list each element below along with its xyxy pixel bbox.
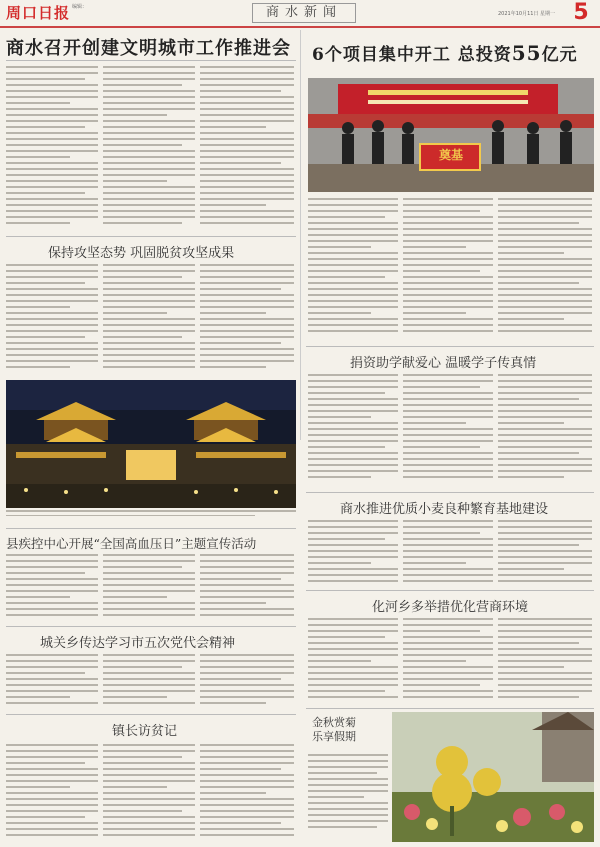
headline-donation: 捐资助学献爱心 温暖学子传真情	[350, 356, 537, 371]
issue-date: 2021年10月11日 星期一	[498, 11, 556, 17]
groundbreaking-stone-label: 奠基	[438, 148, 463, 162]
article-body	[103, 744, 195, 844]
article-body	[200, 654, 294, 710]
night-scene-photo	[6, 380, 296, 508]
divider	[6, 528, 296, 529]
article-body	[498, 374, 592, 484]
divider	[6, 714, 296, 715]
article-body	[403, 520, 493, 586]
photo-caption	[6, 510, 296, 524]
headline-party-congress: 城关乡传达学习市五次党代会精神	[40, 636, 236, 651]
article-body	[403, 618, 493, 702]
article-body	[308, 374, 398, 484]
headline-six-projects-num: 55	[511, 41, 542, 65]
headline-poverty-alleviation: 保持攻坚态势 巩固脱贫攻坚成果	[48, 246, 235, 261]
article-body	[200, 66, 294, 230]
groundbreaking-photo	[308, 78, 594, 192]
headline-wheat-breeding: 商水推进优质小麦良种繁育基地建设	[340, 502, 549, 517]
headline-six-projects-post: 亿元	[541, 45, 578, 65]
article-body	[403, 198, 493, 340]
article-body	[498, 520, 592, 586]
headline-civilized-city: 商水召开创建文明城市工作推进会	[6, 38, 291, 59]
divider	[6, 236, 296, 237]
headline-six-projects-pre: 6个项目集中开工 总投资	[312, 45, 512, 65]
divider	[6, 60, 296, 61]
masthead-rule	[0, 26, 600, 28]
divider	[306, 708, 594, 709]
article-body	[6, 264, 98, 374]
column-divider	[300, 30, 301, 440]
chrysanthemum-photo	[392, 712, 594, 842]
article-body	[103, 554, 195, 622]
article-body	[103, 264, 195, 374]
headline-hypertension-day: 县疾控中心开展“全国高血压日”主题宣传活动	[6, 536, 257, 551]
chrysanthemum-image	[392, 712, 594, 842]
article-body	[308, 754, 388, 834]
masthead-meta-line1: 编辑：	[72, 4, 88, 10]
article-body	[308, 618, 398, 702]
article-body	[308, 520, 398, 586]
article-body	[200, 744, 294, 844]
article-body	[200, 554, 294, 622]
headline-chrysanthemum: 金秋赏菊 乐享假期	[312, 716, 356, 743]
article-body	[6, 744, 98, 844]
article-body	[200, 264, 294, 374]
divider	[306, 590, 594, 591]
article-body	[6, 554, 98, 622]
groundbreaking-photo-image	[308, 78, 594, 192]
section-title: 商水新闻	[252, 3, 356, 23]
night-scene-image	[6, 380, 296, 508]
divider	[306, 492, 594, 493]
divider	[306, 346, 594, 347]
page-number: 5	[573, 0, 589, 25]
divider	[6, 626, 296, 627]
article-body	[498, 198, 592, 340]
headline-mayor-visit: 镇长访贫记	[112, 724, 178, 739]
newspaper-logo: 周口日报	[6, 4, 71, 22]
article-body	[103, 66, 195, 230]
article-body	[403, 374, 493, 484]
headline-business-environment: 化河乡多举措优化营商环境	[372, 600, 529, 615]
masthead-meta	[72, 4, 87, 11]
article-body	[103, 654, 195, 710]
article-body	[308, 198, 398, 340]
headline-six-projects	[312, 40, 578, 65]
article-body	[498, 618, 592, 702]
article-body	[6, 654, 98, 710]
article-body	[6, 66, 98, 230]
